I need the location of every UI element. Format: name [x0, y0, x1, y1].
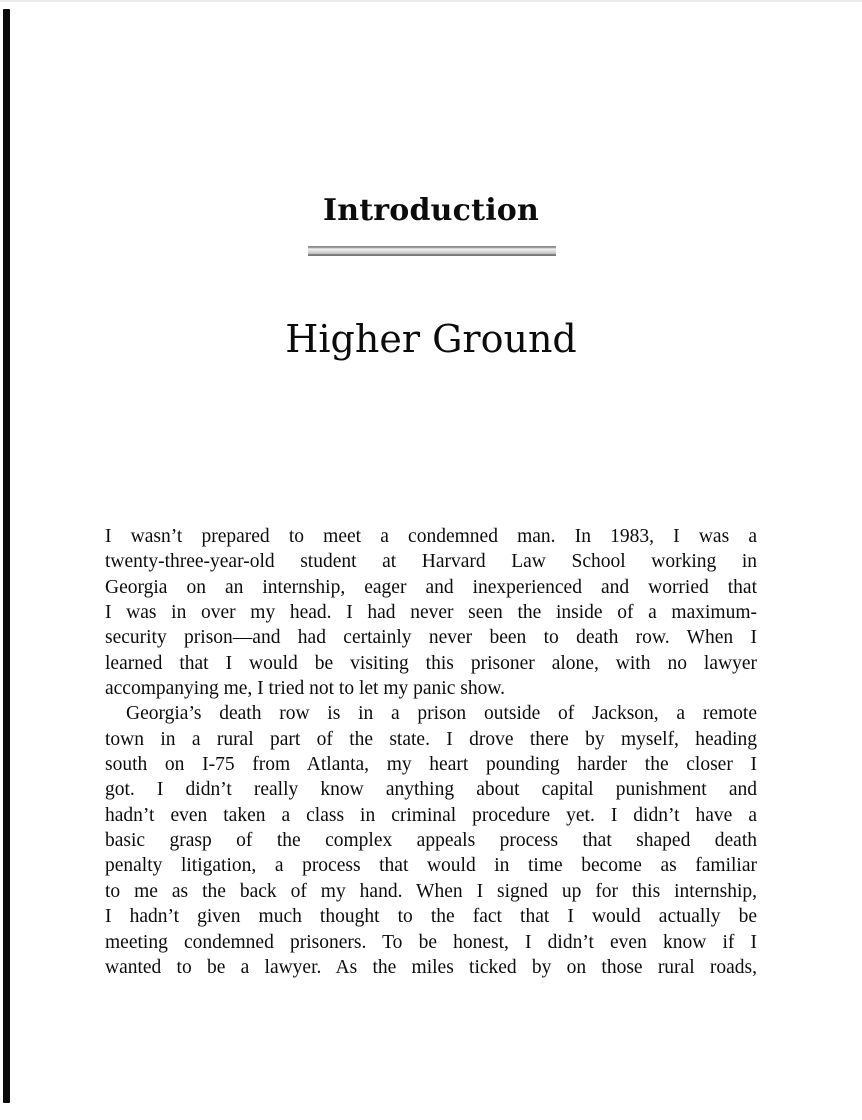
body-text-line: hadn’t even taken a class in criminal procedure yet. I didn’t have a	[105, 804, 757, 826]
chapter-title: Higher Ground	[285, 317, 577, 361]
body-text-line: to me as the back of my hand. When I signed up for this internship,	[105, 880, 757, 902]
body-text-line: meeting condemned prisoners. To be honest, I didn’t even know if I	[105, 931, 757, 953]
body-text-line: accompanying me, I tried not to let my panic show.	[105, 678, 506, 700]
body-text-line: I hadn’t given much thought to the fact that I would actually be	[105, 906, 757, 928]
page-edge-bar	[3, 9, 10, 1103]
paragraph	[105, 701, 757, 980]
section-heading: Introduction	[322, 193, 540, 228]
body-text-line: I was in over my head. I had never seen the inside of a maximum-	[105, 602, 757, 624]
body-text-line: wanted to be a lawyer. As the miles ticked by on those rural roads,	[105, 956, 757, 978]
decorative-rule	[308, 246, 556, 256]
paragraph	[105, 524, 757, 701]
body-text-line: learned that I would be visiting this prisoner alone, with no lawyer	[105, 652, 757, 674]
body-text-line: got. I didn’t really know anything about capital punishment and	[105, 779, 757, 801]
body-text-line: security prison—and had certainly never been to death row. When I	[105, 627, 757, 649]
body-text-line: Georgia’s death row is in a prison outside of Jackson, a remote	[126, 703, 757, 725]
body-text-line: basic grasp of the complex appeals process that shaped death	[105, 830, 757, 852]
body-text-line: twenty-three-year-old student at Harvard Law School working in	[105, 551, 757, 573]
body-text-line: penalty litigation, a process that would in time become as familiar	[105, 855, 757, 877]
body-text-line: Georgia on an internship, eager and inexperienced and worried that	[105, 576, 757, 598]
body-text-line: south on I-75 from Atlanta, my heart pounding harder the closer I	[105, 754, 757, 776]
body-text-line: town in a rural part of the state. I drove there by myself, heading	[105, 728, 757, 750]
body-text	[105, 524, 757, 980]
top-hairline	[0, 0, 862, 2]
body-text-line: I wasn’t prepared to meet a condemned man. In 1983, I was a	[105, 526, 757, 547]
